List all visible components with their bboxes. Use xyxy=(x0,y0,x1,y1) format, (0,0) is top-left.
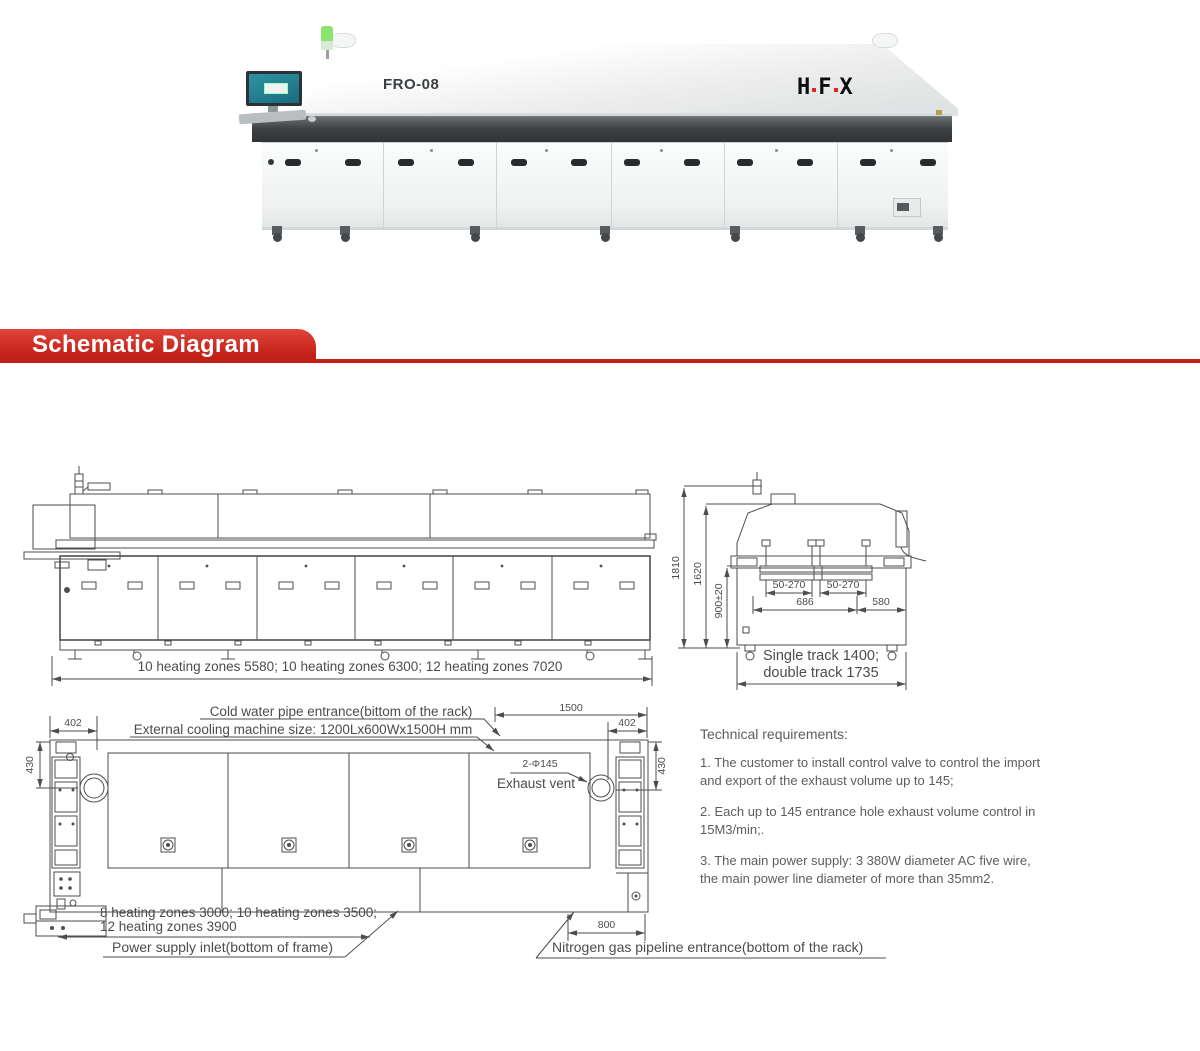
door-handle xyxy=(860,159,876,166)
door-handle xyxy=(920,159,936,166)
end-dim-686: 686 xyxy=(796,596,814,608)
callout-cold-water: Cold water pipe entrance(bittom of the rack) xyxy=(209,704,473,719)
door-dot xyxy=(890,149,893,152)
door-handle xyxy=(571,159,587,166)
door-handle xyxy=(345,159,361,166)
bottom-zones-line2: 12 heating zones 3900 xyxy=(100,919,237,934)
caster-wheel xyxy=(856,233,865,242)
bottom-dim-800: 800 xyxy=(597,919,616,931)
caster-wheel xyxy=(731,233,740,242)
leveling-feet xyxy=(68,650,652,659)
caster-wheel xyxy=(601,233,610,242)
door-handle xyxy=(737,159,753,166)
door-handle xyxy=(511,159,527,166)
end-dim-580: 580 xyxy=(872,596,890,608)
section-banner-rule xyxy=(0,359,1200,363)
end-dim-50-270-right: 50-270 xyxy=(826,579,860,591)
section-title: Schematic Diagram xyxy=(32,331,260,358)
conveyor-rails xyxy=(760,540,872,580)
end-dim-1810: 1810 xyxy=(670,556,683,580)
door-dot xyxy=(660,149,663,152)
door-divider xyxy=(383,143,384,227)
door-handle xyxy=(398,159,414,166)
callout-nitrogen: Nitrogen gas pipeline entrance(bottom of the rack) xyxy=(552,939,864,955)
door-dot xyxy=(775,149,778,152)
door-dot xyxy=(430,149,433,152)
caster-wheel xyxy=(934,233,943,242)
door-dot xyxy=(315,149,318,152)
door-handle xyxy=(624,159,640,166)
door-dot xyxy=(545,149,548,152)
bottom-dim-1500: 1500 xyxy=(559,702,583,714)
bottom-zones-line1: 8 heating zones 3000; 10 heating zones 3500; xyxy=(100,905,377,920)
conveyor-band xyxy=(252,113,952,142)
bottom-dim-402-right: 402 xyxy=(618,717,636,729)
door-handle xyxy=(458,159,474,166)
signal-tower-light xyxy=(321,26,333,41)
bottom-dim-430-left: 430 xyxy=(24,756,37,774)
end-track-label-2: double track 1735 xyxy=(763,665,879,681)
tech-item-3: 3. The main power supply: 3 380W diameter AC five wire, the main power line diameter of more than 35mm2. xyxy=(700,853,1031,886)
mouse xyxy=(308,116,316,122)
power-inlet-panel xyxy=(893,198,921,217)
left-rail-block xyxy=(52,742,80,909)
bottom-dim-402-left: 402 xyxy=(64,717,82,729)
emergency-button xyxy=(268,159,274,165)
brand-dot xyxy=(812,88,816,92)
oven-body xyxy=(262,142,948,230)
brand-letter: X xyxy=(839,75,853,100)
caster-wheel xyxy=(273,233,282,242)
band-connector xyxy=(936,110,942,115)
brand-logo xyxy=(797,75,853,100)
door-divider xyxy=(837,143,838,227)
callout-cooling-size: External cooling machine size: 1200Lx600Wx1500H mm xyxy=(133,722,473,737)
exhaust-spec: 2-Φ145 xyxy=(522,758,558,770)
caster-wheel xyxy=(341,233,350,242)
caster-wheel xyxy=(471,233,480,242)
product-photo xyxy=(0,0,1200,300)
side-view-drawing xyxy=(24,466,656,686)
end-dim-1620: 1620 xyxy=(692,562,705,586)
exhaust-label: Exhaust vent xyxy=(496,776,575,791)
tech-title: Technical requirements: xyxy=(700,726,848,742)
door-handle xyxy=(684,159,700,166)
right-rail-block xyxy=(616,742,648,912)
model-label: FRO-08 xyxy=(383,76,440,93)
door-handle xyxy=(797,159,813,166)
tech-item-1: 1. The customer to install control valve to control the import and export of the exhaust volume up to 145; xyxy=(700,755,1041,788)
screen-window xyxy=(264,83,288,94)
brand-letter: F xyxy=(818,75,832,100)
door-divider xyxy=(611,143,612,227)
hood-vent-right xyxy=(872,33,898,48)
signal-tower-base xyxy=(321,41,333,50)
signal-tower-pole xyxy=(326,50,329,59)
callout-power: Power supply inlet(bottom of frame) xyxy=(112,939,333,955)
door-handle xyxy=(285,159,301,166)
tech-item-2: 2. Each up to 145 entrance hole exhaust volume control in 15M3/min;. xyxy=(700,804,1036,837)
door-divider xyxy=(724,143,725,227)
brand-dot xyxy=(834,88,838,92)
monitor-screen xyxy=(249,74,299,103)
side-view-zones-dim: 10 heating zones 5580; 10 heating zones 6300; 12 heating zones 7020 xyxy=(137,659,563,674)
section-banner xyxy=(0,329,316,362)
end-dim-900: 900±20 xyxy=(713,583,726,619)
brand-letter: H xyxy=(797,75,811,100)
bottom-dim-430-right: 430 xyxy=(656,757,669,775)
door-divider xyxy=(496,143,497,227)
technical-requirements xyxy=(700,726,1050,901)
end-dim-50-270-left: 50-270 xyxy=(772,579,806,591)
power-inlet-box xyxy=(24,906,106,936)
control-monitor xyxy=(246,71,302,106)
end-track-label-1: Single track 1400; xyxy=(762,648,880,664)
hood-vent-left xyxy=(330,33,356,48)
panel-slot xyxy=(897,203,909,211)
